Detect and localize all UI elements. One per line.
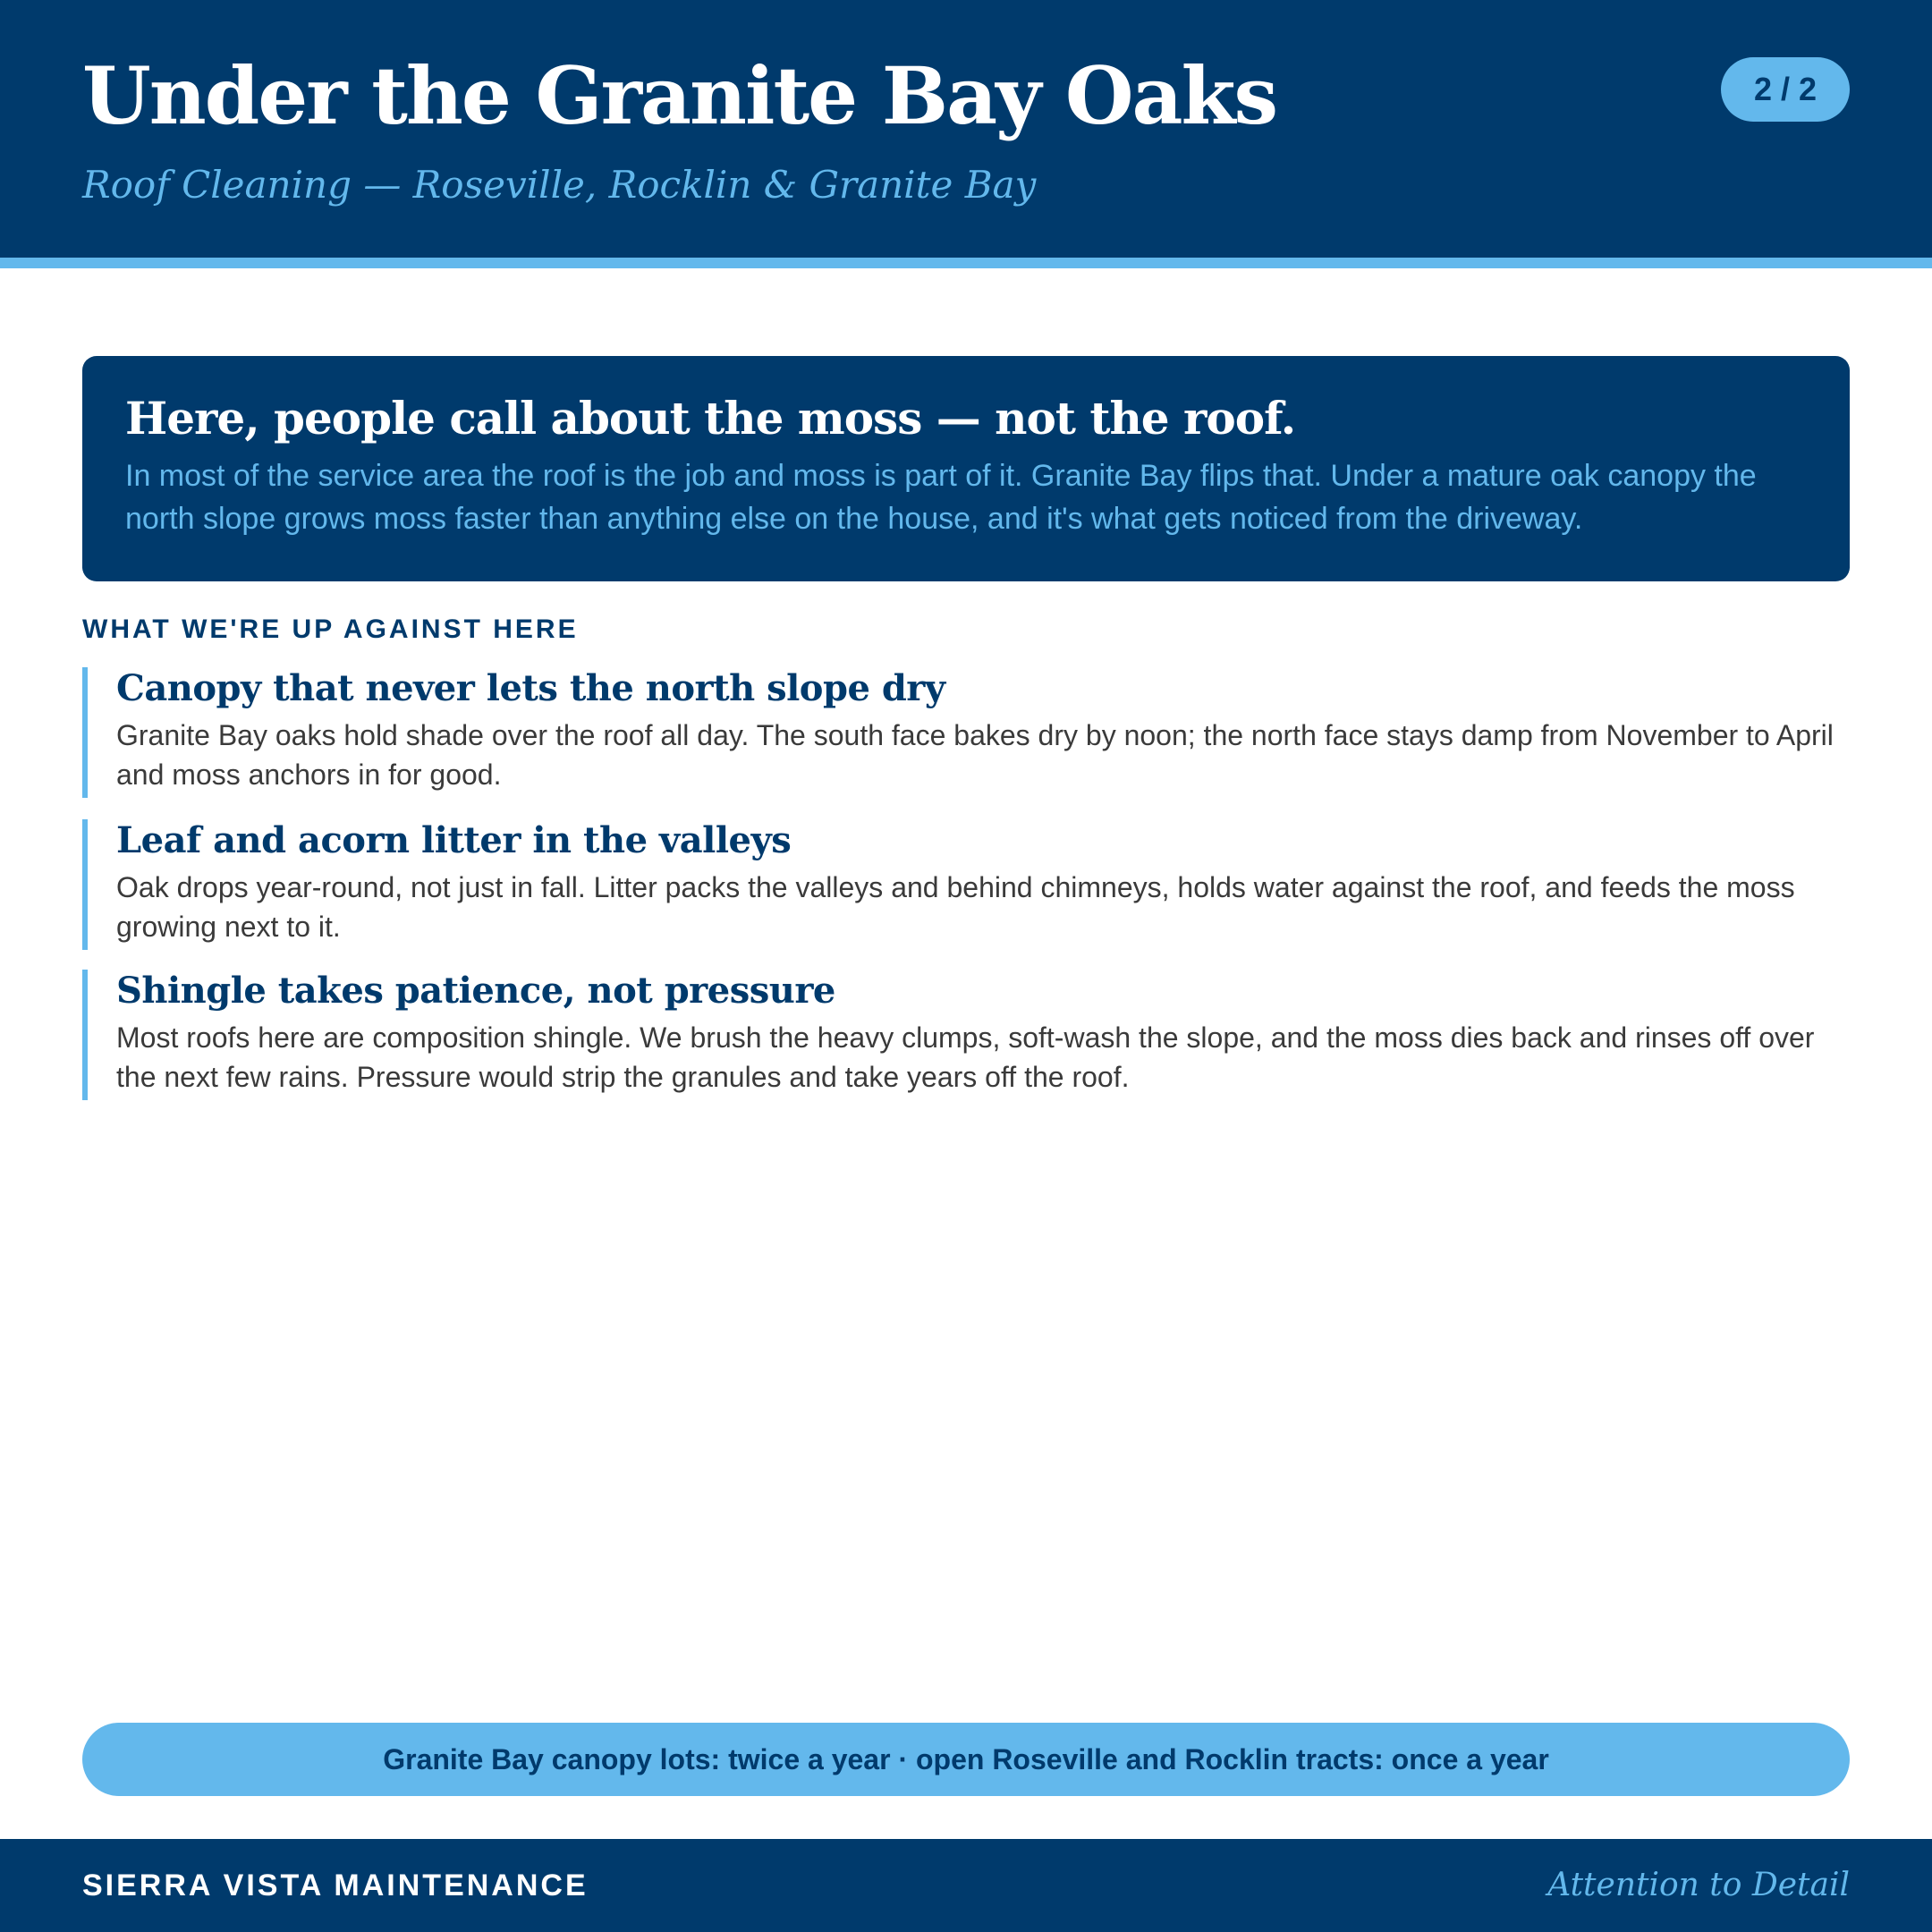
challenge-item <box>82 819 1850 950</box>
company-tagline: Attention to Detail <box>1547 1867 1850 1903</box>
hero-text: In most of the service area the roof is the job and moss is part of it. Granite Bay flips that. Under a mature oak canopy the north slope grows moss faster than anything else on the house, and it's what gets noticed from the driveway. <box>125 459 1757 536</box>
footer <box>0 1839 1932 1932</box>
challenge-text: Oak drops year-round, not just in fall. Litter packs the valleys and behind chimneys, holds water against the roof, and feeds the moss growing next to it. <box>116 871 1795 943</box>
challenge-item <box>82 970 1850 1100</box>
challenge-title: Leaf and acorn litter in the valleys <box>116 819 792 861</box>
challenge-text: Most roofs here are composition shingle. We brush the heavy clumps, soft-wash the slope, and the moss dies back and rinses off over the next few rains. Pressure would strip the granules and take years off the roof. <box>116 1021 1815 1093</box>
header-banner <box>0 0 1932 268</box>
hero-callout <box>82 356 1850 581</box>
hero-title: Here, people call about the moss — not the roof. <box>125 392 1296 445</box>
page-title: Under the Granite Bay Oaks <box>82 49 1277 142</box>
challenge-item <box>82 667 1850 798</box>
challenge-title: Shingle takes patience, not pressure <box>116 970 835 1012</box>
page-indicator-badge: 2 / 2 <box>1721 57 1850 122</box>
section-label: WHAT WE'RE UP AGAINST HERE <box>82 614 579 644</box>
challenge-text: Granite Bay oaks hold shade over the roof all day. The south face bakes dry by noon; the north face stays damp from November to April and moss anchors in for good. <box>116 719 1834 791</box>
service-frequency-bar: Granite Bay canopy lots: twice a year · open Roseville and Rocklin tracts: once a year <box>82 1723 1850 1796</box>
company-name: SIERRA VISTA MAINTENANCE <box>82 1868 589 1902</box>
challenge-title: Canopy that never lets the north slope dry <box>116 667 945 709</box>
page-subtitle: Roof Cleaning — Roseville, Rocklin & Granite Bay <box>82 163 1037 207</box>
